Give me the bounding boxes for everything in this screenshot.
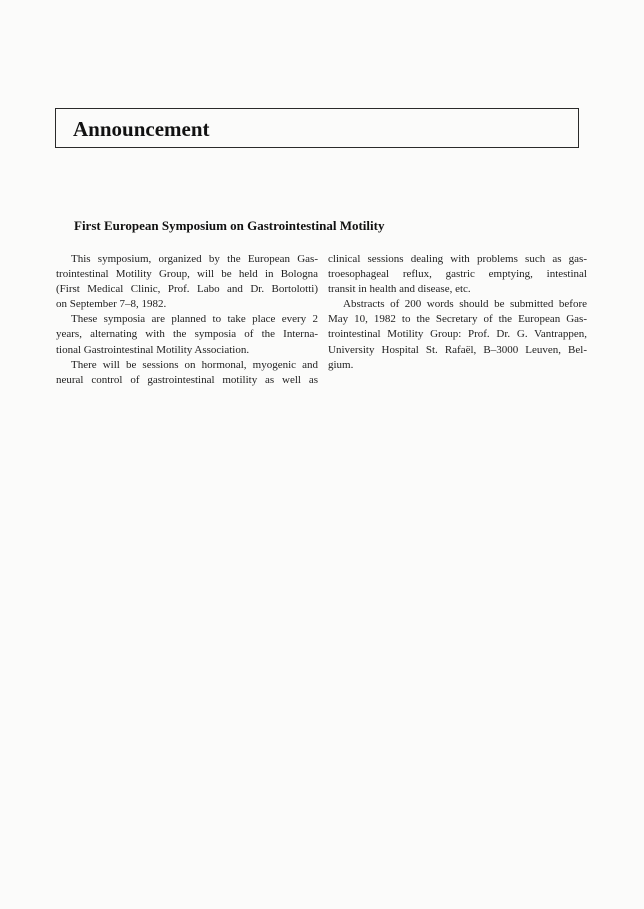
body-text-line: trointestinal Motility Group: Prof. Dr. G. Vantrappen, (328, 328, 587, 341)
body-text-line: troesophageal reflux, gastric emptying, intestinal (328, 268, 587, 281)
article-right-column (328, 252, 587, 373)
body-text-line: transit in health and disease, etc. (328, 283, 471, 296)
body-text-line: There will be sessions on hormonal, myogenic and (71, 358, 318, 371)
body-text-line: years, alternating with the symposia of the Interna- (56, 328, 318, 341)
body-text-line: Abstracts of 200 words should be submitted before (343, 298, 587, 311)
body-text-line: May 10, 1982 to the Secretary of the European Gas- (328, 313, 587, 326)
section-title: Announcement (73, 117, 210, 141)
body-text-line: These symposia are planned to take place every 2 (71, 313, 318, 326)
article-title: First European Symposium on Gastrointestinal Motility (74, 218, 385, 233)
body-text-line: University Hospital St. Rafaël, B–3000 Leuven, Bel- (328, 343, 587, 356)
body-text-line: tional Gastrointestinal Motility Association. (56, 343, 250, 356)
body-text-line: on September 7–8, 1982. (56, 298, 167, 311)
body-text-line: trointestinal Motility Group, will be held in Bologna (56, 268, 318, 281)
body-text-line: (First Medical Clinic, Prof. Labo and Dr. Bortolotti) (56, 283, 318, 296)
body-text-line: neural control of gastrointestinal motility as well as (56, 373, 318, 386)
body-text-line: clinical sessions dealing with problems such as gas- (328, 253, 587, 265)
article-left-column (56, 252, 318, 388)
announcement-header-box (55, 108, 579, 148)
body-text-line: This symposium, organized by the European Gas- (71, 253, 318, 265)
body-text-line: gium. (328, 358, 354, 371)
